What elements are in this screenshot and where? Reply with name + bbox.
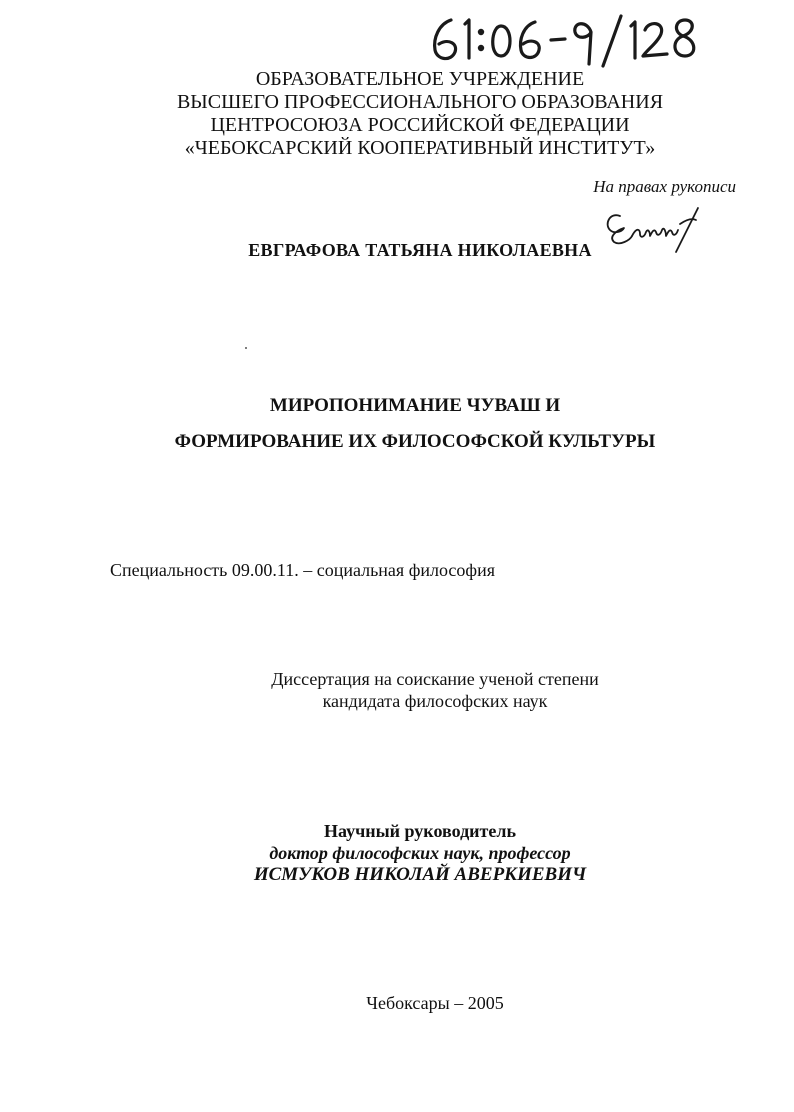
supervisor-role: Научный руководитель <box>324 821 516 841</box>
institution-line: «ЧЕБОКСАРСКИЙ КООПЕРАТИВНЫЙ ИНСТИТУТ» <box>184 137 656 159</box>
supervisor-block <box>70 820 770 886</box>
supervisor-degree: доктор философских наук, профессор <box>269 843 571 863</box>
institution-block <box>100 68 740 160</box>
degree-line: Диссертация на соискание ученой степени <box>271 669 599 689</box>
dissertation-degree <box>90 668 780 712</box>
dissertation-title <box>70 388 760 460</box>
specialty-text: Специальность 09.00.11. – социальная философия <box>110 560 495 580</box>
degree-line: кандидата философских наук <box>322 691 548 711</box>
city-year: Чебоксары – 2005 <box>366 993 504 1013</box>
author-name: ЕВГРАФОВА ТАТЬЯНА НИКОЛАЕВНА <box>248 240 592 260</box>
institution-line: ЦЕНТРОСОЮЗА РОССИЙСКОЙ ФЕДЕРАЦИИ <box>210 114 630 136</box>
rights-note: На правах рукописи <box>593 177 736 196</box>
institution-line: ВЫСШЕГО ПРОФЕССИОНАЛЬНОГО ОБРАЗОВАНИЯ <box>176 91 664 113</box>
scan-speck <box>245 347 247 349</box>
institution-line: ОБРАЗОВАТЕЛЬНОЕ УЧРЕЖДЕНИЕ <box>255 68 585 90</box>
title-line: МИРОПОНИМАНИЕ ЧУВАШ И <box>269 395 561 416</box>
handwritten-archive-number <box>425 8 705 68</box>
title-line: ФОРМИРОВАНИЕ ИХ ФИЛОСОФСКОЙ КУЛЬТУРЫ <box>174 431 656 452</box>
supervisor-name: ИСМУКОВ НИКОЛАЙ АВЕРКИЕВИЧ <box>253 864 587 885</box>
